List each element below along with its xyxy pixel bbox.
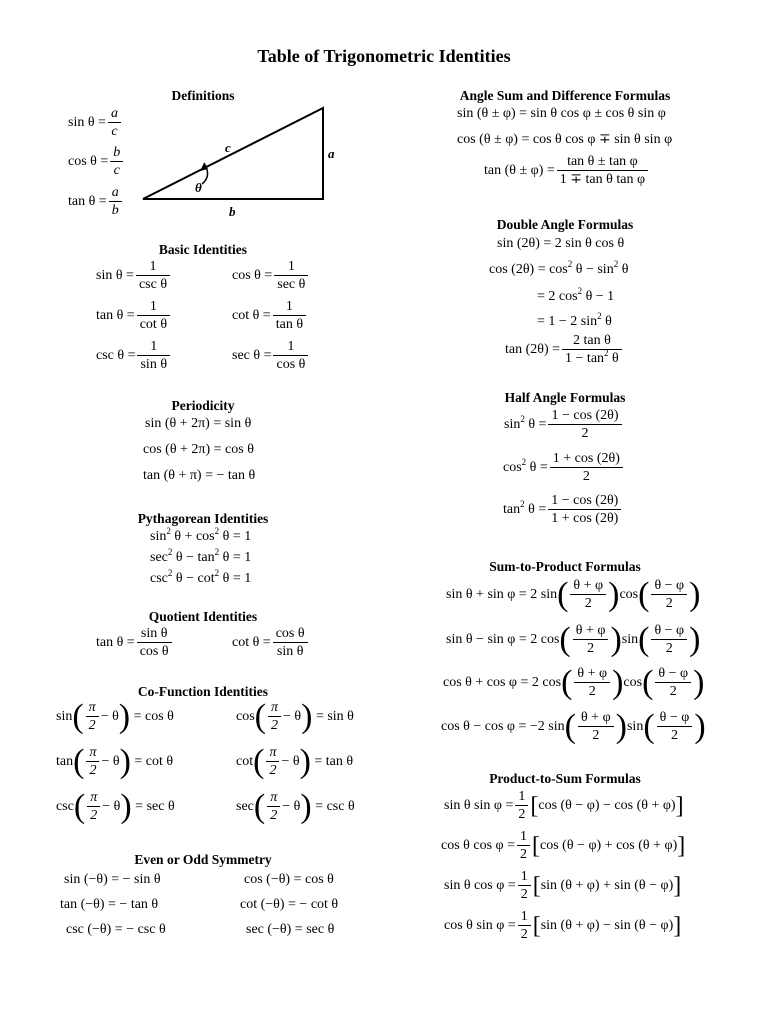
label-angle: θ <box>195 180 202 195</box>
pythagorean-3: $\csc^2 \theta - \cot^2 \theta = 1$ <box>150 568 252 586</box>
heading-sum-to-product: Sum-to-Product Formulas <box>489 559 641 574</box>
heading-cofunction: Co-Function Identities <box>137 684 269 699</box>
evenodd-tan: tan (−θ) = − tan θ <box>60 897 159 912</box>
heading-definitions: Definitions <box>171 88 235 103</box>
evenodd-sin: sin (−θ) = − sin θ <box>64 872 161 887</box>
heading-product-to-sum: Product-to-Sum Formulas <box>489 771 641 786</box>
double-tan: tan (2θ) = $\frac{\text{2 tan θ}}{1 - \tan^2 \theta}$ <box>505 334 624 366</box>
sumprod-1: sin θ + sin φ = 2 sin( $\frac{\theta + \varphi}{2}$ )cos( $\frac{\theta - \varphi}{2}$ ) <box>446 576 701 613</box>
definition-sin: sin θ = $\frac{a}{c}$ <box>68 107 123 139</box>
evenodd-cot: cot (−θ) = − cot θ <box>240 897 339 912</box>
heading-half-angle: Half Angle Formulas <box>504 390 626 405</box>
cofunction-sec: sec( $\frac{\pi}{2}$ − θ) = csc θ <box>236 788 355 825</box>
heading-even-odd: Even or Odd Symmetry <box>134 852 272 867</box>
sumprod-3: cos θ + cos φ = 2 cos( $\frac{\theta + \varphi}{2}$ )cos( $\frac{\theta - \varphi}{2}$ ) <box>443 664 705 701</box>
sumprod-4: cos θ − cos φ = −2 sin( $\frac{\theta + \varphi}{2}$ )sin( $\frac{\theta - \varphi}{2}$ ) <box>441 708 706 745</box>
evenodd-csc: csc (−θ) = − csc θ <box>66 922 166 937</box>
evenodd-cos: cos (−θ) = cos θ <box>244 872 334 887</box>
double-cos-1: $\cos (2\theta) = \cos^2 \theta - \sin^2 \theta$ <box>489 259 629 277</box>
half-cos: $\cos^2 \theta$ = $\frac{1 + \cos (2\theta)}{2}$ <box>503 452 625 484</box>
heading-angle-sum: Angle Sum and Difference Formulas <box>459 88 671 103</box>
periodicity-cos: cos (θ + 2π) = cos θ <box>143 442 254 457</box>
pythagorean-1: $\sin^2 \theta + \cos^2 \theta = 1$ <box>150 526 252 544</box>
sumprod-2: sin θ − sin φ = 2 cos( $\frac{\theta + \varphi}{2}$ )sin( $\frac{\theta - \varphi}{2}$ ) <box>446 621 701 658</box>
prodsum-4: cos θ sin φ = $\frac{1}{2}$ [sin (θ + φ) − sin (θ − φ)] <box>444 909 682 942</box>
double-sin: sin (2θ) = 2 sin θ cos θ <box>497 236 625 251</box>
double-cos-2: = 2 $\cos^2 \theta - 1$ <box>537 286 615 304</box>
triangle-outline <box>143 108 323 199</box>
cofunction-csc: csc( $\frac{\pi}{2}$ − θ) = sec θ <box>56 788 175 825</box>
pythagorean-2: $\sec^2 \theta - \tan^2 \theta = 1$ <box>150 547 252 565</box>
basic-csc: csc θ = $\frac{1}{\text{sin θ}}$ <box>96 340 172 372</box>
definition-tan: tan θ = $\frac{a}{b}$ <box>68 186 124 218</box>
cofunction-cos: cos( $\frac{\pi}{2}$ − θ) = sin θ <box>236 698 354 735</box>
label-adjacent: b <box>229 204 236 219</box>
cofunction-cot: cot( $\frac{\pi}{2}$ − θ) = tan θ <box>236 743 354 780</box>
cofunction-sin: sin( $\frac{\pi}{2}$ − θ) = cos θ <box>56 698 174 735</box>
half-sin: $\sin^2 \theta$ = $\frac{1 - \cos (2\theta)}{2}$ <box>504 409 624 441</box>
half-tan: $\tan^2 \theta$ = $\frac{1 - \cos (2\theta)}{1 + \cos (2\theta)}$ <box>503 494 623 526</box>
basic-sec: sec θ = $\frac{1}{\text{cos θ}}$ <box>232 340 310 372</box>
basic-cos: cos θ = $\frac{1}{\text{sec θ}}$ <box>232 260 310 292</box>
periodicity-sin: sin (θ + 2π) = sin θ <box>145 416 252 431</box>
definition-cos: cos θ = $\frac{b}{c}$ <box>68 146 125 178</box>
prodsum-2: cos θ cos φ = $\frac{1}{2}$ [cos (θ − φ) + cos (θ + φ)] <box>441 829 686 862</box>
quotient-cot: cot θ = $\frac{\text{cos θ}}{\text{sin θ}}$ <box>232 627 310 659</box>
right-triangle-diagram <box>140 100 340 220</box>
anglesum-sin: sin (θ ± φ) = sin θ cos φ ± cos θ sin φ <box>457 106 666 121</box>
cofunction-tan: tan( $\frac{\pi}{2}$ − θ) = cot θ <box>56 743 174 780</box>
anglesum-tan: tan (θ ± φ) = $\frac{\text{tan θ ± tan φ}}{\text{1 ∓ tan θ tan φ}}$ <box>484 155 650 187</box>
heading-quotient: Quotient Identities <box>148 609 258 624</box>
anglesum-cos: cos (θ ± φ) = cos θ cos φ ∓ sin θ sin φ <box>457 132 673 147</box>
heading-pythagorean: Pythagorean Identities <box>137 511 269 526</box>
heading-double-angle: Double Angle Formulas <box>496 217 634 232</box>
basic-tan: tan θ = $\frac{1}{\text{cot θ}}$ <box>96 300 172 332</box>
label-opposite: a <box>328 146 335 161</box>
basic-sin: sin θ = $\frac{1}{\text{csc θ}}$ <box>96 260 172 292</box>
basic-cot: cot θ = $\frac{1}{\text{tan θ}}$ <box>232 300 308 332</box>
heading-periodicity: Periodicity <box>171 398 235 413</box>
periodicity-tan: tan (θ + π) = − tan θ <box>143 468 256 483</box>
evenodd-sec: sec (−θ) = sec θ <box>246 922 335 937</box>
double-cos-3: = 1 − 2 $\sin^2 \theta$ <box>537 311 612 329</box>
prodsum-1: sin θ sin φ = $\frac{1}{2}$ [cos (θ − φ) − cos (θ + φ)] <box>444 789 684 822</box>
heading-basic-identities: Basic Identities <box>158 242 248 257</box>
prodsum-3: sin θ cos φ = $\frac{1}{2}$ [sin (θ + φ) + sin (θ − φ)] <box>444 869 682 902</box>
label-hypotenuse: c <box>225 140 231 155</box>
quotient-tan: tan θ = $\frac{\text{sin θ}}{\text{cos θ}}$ <box>96 627 174 659</box>
page-title: Table of Trigonometric Identities <box>257 46 511 66</box>
